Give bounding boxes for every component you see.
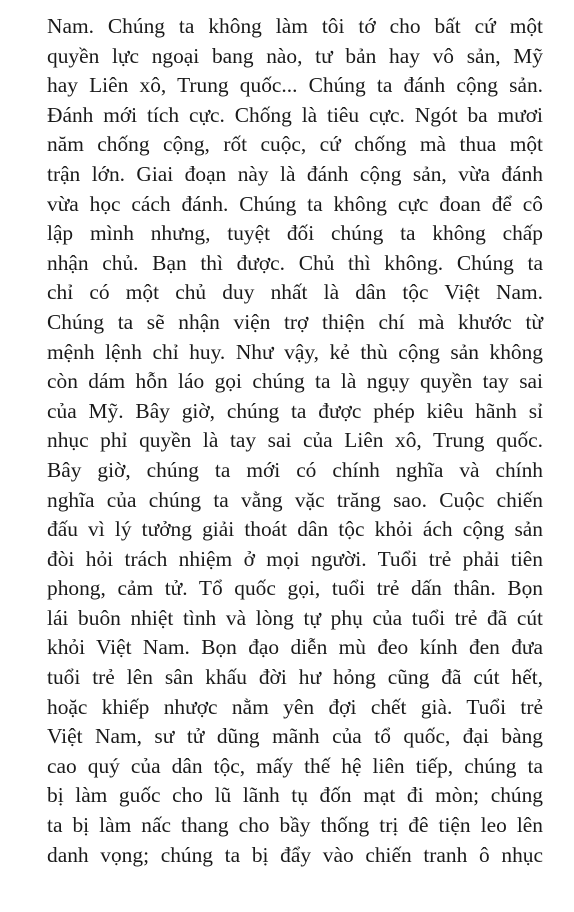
text-line: hay Liên xô, Trung quốc... Chúng ta đánh cộng sản. (47, 73, 543, 98)
text-line: Nam. Chúng ta không làm tôi tớ cho bất cứ một (47, 14, 543, 38)
text-line: bị làm guốc cho lũ lãnh tụ đốn mạt đi mòn; chúng (47, 783, 543, 808)
text-line: Bây giờ, chúng ta mới có chính nghĩa và chính (47, 457, 543, 482)
text-line: Đánh mới tích cực. Chống là tiêu cực. Ngót ba mươi (47, 102, 543, 127)
text-line: quyền lực ngoại bang nào, tư bản hay vô sản, Mỹ (47, 43, 543, 68)
text-line: khỏi Việt Nam. Bọn đạo diễn mù đeo kính đen đưa (47, 635, 543, 660)
text-line: Chúng ta sẽ nhận viện trợ thiện chí mà khước từ (47, 309, 543, 334)
text-line: đấu vì lý tưởng giải thoát dân tộc khỏi ách cộng sản (47, 517, 543, 542)
text-line: năm chống cộng, rốt cuộc, cứ chống mà thua một (47, 132, 543, 157)
text-line: lập mình nhưng, tuyệt đối chúng ta không chấp (47, 221, 543, 246)
text-line: tuổi trẻ lên sân khấu đời hư hỏng cũng đã cút hết, (47, 665, 543, 690)
text-line: ta bị làm nấc thang cho bầy thống trị đê tiện leo lên (47, 813, 543, 838)
text-line: đòi hỏi trách nhiệm ở mọi người. Tuổi trẻ phải tiên (47, 546, 543, 571)
text-line: nghĩa của chúng ta vằng vặc trăng sao. Cuộc chiến (47, 487, 543, 512)
text-line: danh vọng; chúng ta bị đẩy vào chiến tranh ô nhục (47, 842, 543, 867)
text-line: trận lớn. Giai đoạn này là đánh cộng sản, vừa đánh (47, 161, 543, 186)
text-line: Việt Nam, sư tử dũng mãnh của tổ quốc, đại bàng (47, 724, 543, 749)
text-line: mệnh lệnh chỉ huy. Như vậy, kẻ thù cộng sản không (47, 339, 543, 364)
text-line: hoặc khiếp nhược nằm yên đợi chết già. Tuổi trẻ (47, 694, 543, 719)
text-line: chỉ có một chủ duy nhất là dân tộc Việt Nam. (47, 280, 543, 305)
text-line: nhận chủ. Bạn thì được. Chủ thì không. Chúng ta (47, 250, 543, 275)
text-line: vừa học cách đánh. Chúng ta không cực đoan để cô (47, 191, 543, 216)
text-line: phong, cảm tử. Tổ quốc gọi, tuổi trẻ dấn thân. Bọn (47, 576, 543, 601)
text-line: của Mỹ. Bây giờ, chúng ta được phép kiêu hãnh sỉ (47, 398, 543, 423)
text-line: lái buôn nhiệt tình và lòng tự phụ của tuổi trẻ đã cút (47, 605, 543, 630)
text-line: nhục phỉ quyền là tay sai của Liên xô, Trung quốc. (47, 428, 543, 453)
text-line: còn dám hỗn láo gọi chúng ta là ngụy quyền tay sai (47, 369, 543, 394)
body-text (47, 12, 543, 870)
text-line: cao quý của dân tộc, mấy thế hệ liên tiếp, chúng ta (47, 753, 543, 778)
